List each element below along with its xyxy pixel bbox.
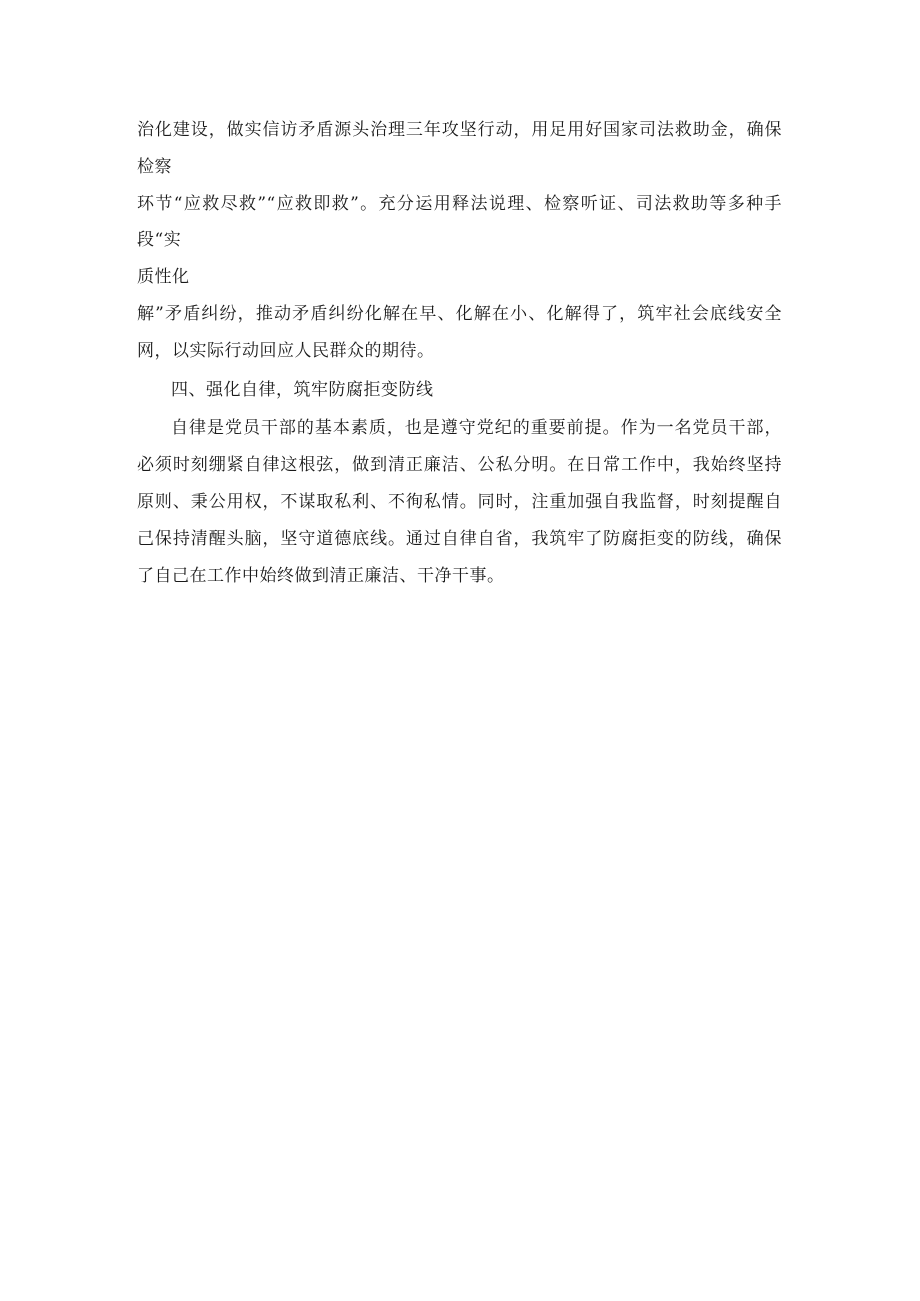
section-heading-4: 四、强化自律，筑牢防腐拒变防线 xyxy=(171,379,434,400)
document-body xyxy=(137,112,782,594)
paragraph-continued-line-2: 环节“应救尽救”“应救即救”。充分运用释法说理、检察听证、司法救助等多种手段“实 xyxy=(137,193,782,251)
paragraph-continued-line-3: 质性化 xyxy=(137,267,190,288)
paragraph-self-discipline: 自律是党员干部的基本素质，也是遵守党纪的重要前提。作为一名党员干部，必须时刻绷紧自律这根弦，做到清正廉洁、公私分明。在日常工作中，我始终坚持原则、秉公用权，不谋取私利、不徇私情。同时，注重加强自我监督，时刻提醒自己保持清醒头脑，坚守道德底线。通过自律自省，我筑牢了防腐拒变的防线，确保了自己在工作中始终做到清正廉洁、干净干事。 xyxy=(137,418,782,586)
paragraph-continued-line-1: 治化建设，做实信访矛盾源头治理三年攻坚行动，用足用好国家司法救助金，确保检察 xyxy=(137,120,782,177)
paragraph-conflict-resolution: 解”矛盾纠纷，推动矛盾纠纷化解在早、化解在小、化解得了，筑牢社会底线安全网，以实际行动回应人民群众的期待。 xyxy=(137,303,782,361)
